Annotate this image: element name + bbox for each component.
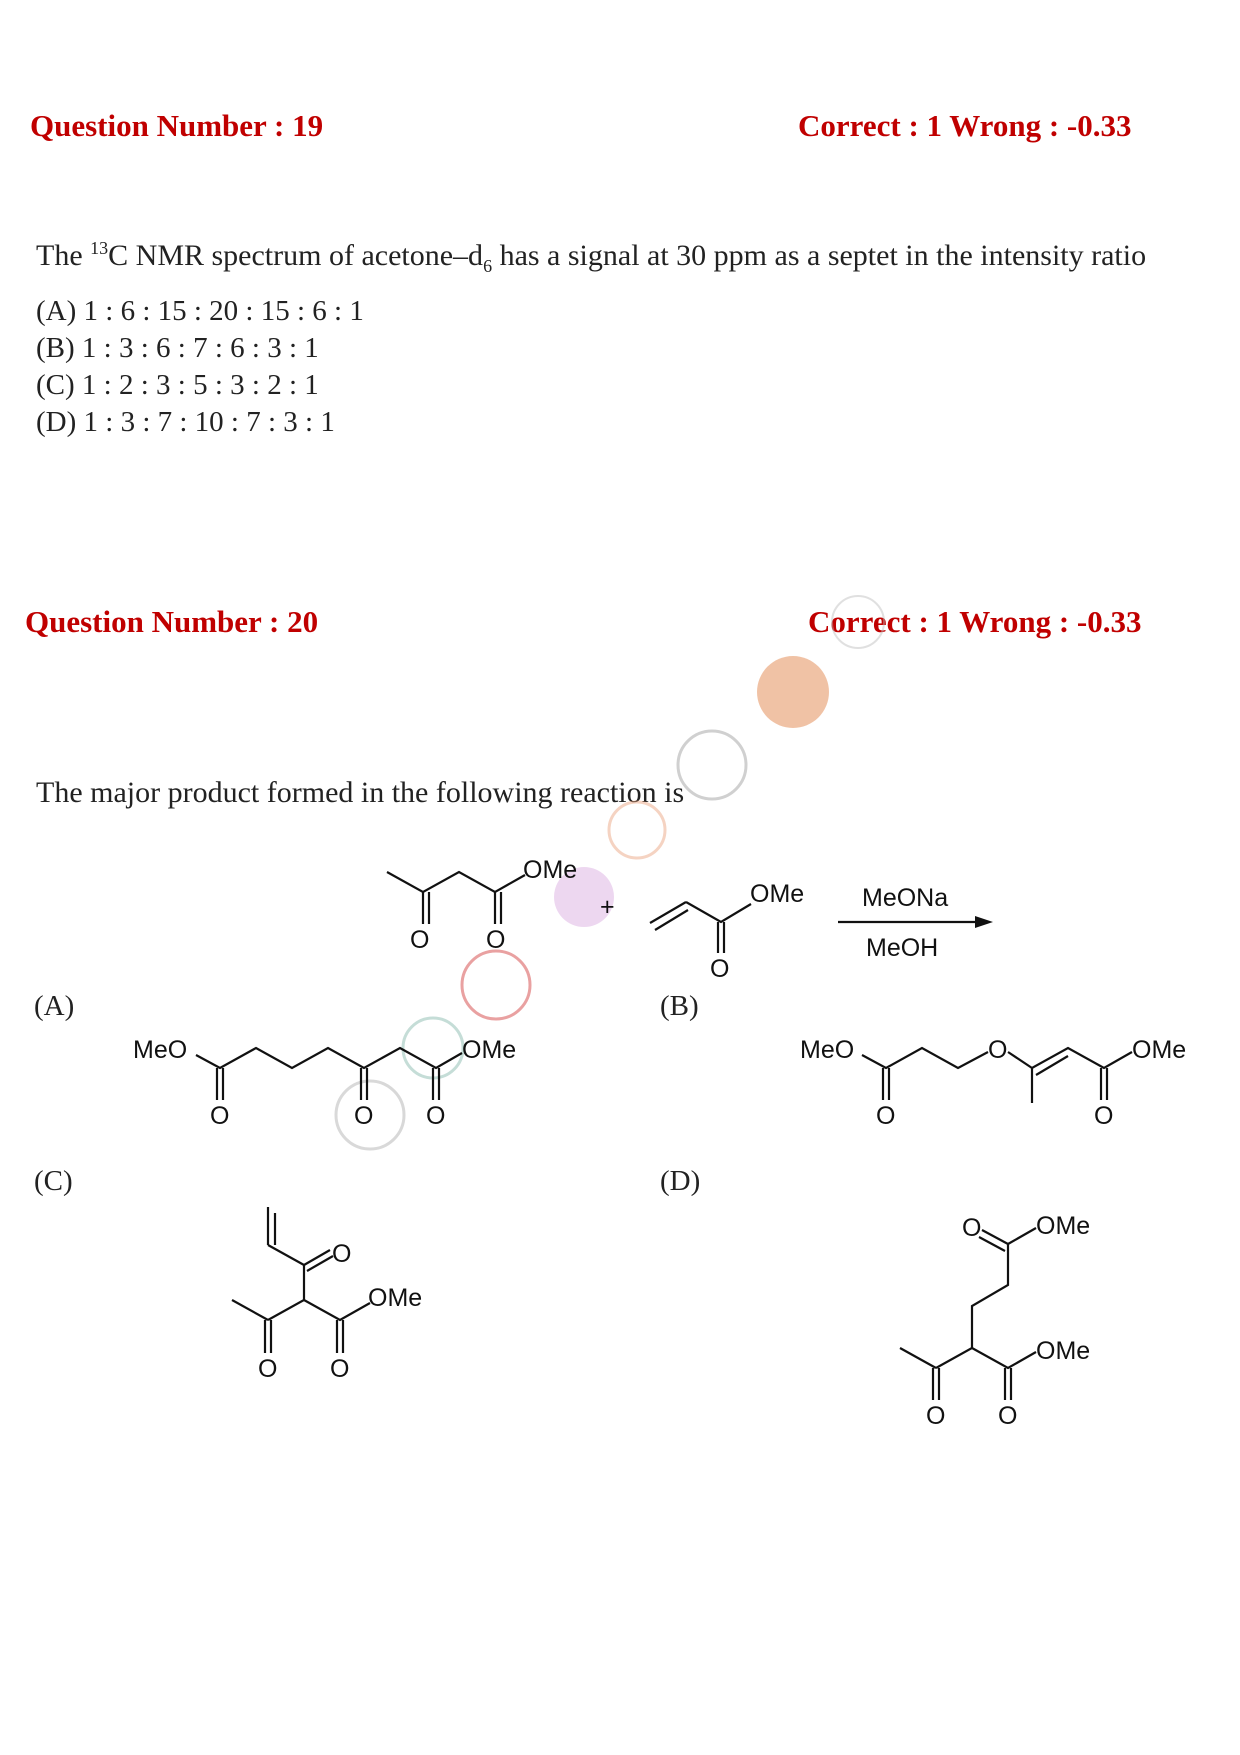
q19-option-d[interactable]: (D) 1 : 3 : 7 : 10 : 7 : 3 : 1 (36, 406, 335, 438)
atom-o: O (258, 1355, 278, 1383)
atom-o: O (354, 1102, 374, 1130)
atom-o: O (998, 1402, 1018, 1430)
atom-ome: OMe (1036, 1337, 1091, 1365)
watermark-seals (336, 596, 884, 1149)
arrow-head (975, 916, 993, 928)
q19-option-a[interactable]: (A) 1 : 6 : 15 : 20 : 15 : 6 : 1 (36, 295, 364, 327)
q19-stem-sup: 13 (90, 238, 109, 258)
q20-option-a-label[interactable]: (A) (34, 990, 75, 1022)
option-c-structure (232, 1207, 422, 1383)
atom-ome: OMe (368, 1284, 423, 1312)
atom-o: O (1094, 1102, 1114, 1130)
atom-ome: OMe (462, 1036, 517, 1064)
watermark-seal-gear (678, 731, 746, 799)
q19-stem-sub: 6 (483, 256, 493, 276)
atom-o: O (210, 1102, 230, 1130)
watermark-seal-gray-1 (832, 596, 884, 648)
q20-option-d-label[interactable]: (D) (660, 1165, 701, 1197)
q20-heading: Question Number : 20 (25, 604, 319, 639)
atom-o: O (988, 1036, 1008, 1064)
atom-o: O (876, 1102, 896, 1130)
q20-option-c-label[interactable]: (C) (34, 1165, 73, 1197)
watermark-seal-light (609, 802, 665, 858)
atom-o: O (410, 926, 430, 954)
atom-o: O (486, 926, 506, 954)
option-b-structure (800, 1036, 1186, 1130)
reagent-label: MeONa (862, 884, 949, 912)
q20-stem: The major product formed in the following reaction is (36, 776, 685, 809)
reactant-methyl-acrylate (650, 880, 804, 983)
reaction-arrow (838, 884, 993, 962)
atom-ome: OMe (750, 880, 805, 908)
atom-meo: MeO (800, 1036, 855, 1064)
q19-marks: Correct : 1 Wrong : -0.33 (798, 108, 1132, 143)
atom-o: O (926, 1402, 946, 1430)
option-d-structure (900, 1212, 1090, 1430)
plus-sign: + (600, 893, 615, 921)
watermark-seal-red (462, 951, 530, 1019)
watermark-seal-orange (757, 656, 829, 728)
atom-ome: OMe (1036, 1212, 1091, 1240)
reactant-methyl-acetoacetate (387, 856, 577, 954)
q19-stem-text-2: C NMR spectrum of acetone–d (108, 239, 484, 272)
atom-ome: OMe (523, 856, 578, 884)
option-a-structure (133, 1036, 516, 1130)
atom-o: O (710, 955, 730, 983)
q19-stem-text-3: has a signal at 30 ppm as a septet in the intensity ratio (492, 239, 1147, 272)
q20-marks: Correct : 1 Wrong : -0.33 (808, 604, 1142, 639)
q19-option-b[interactable]: (B) 1 : 3 : 6 : 7 : 6 : 3 : 1 (36, 332, 319, 364)
atom-o: O (426, 1102, 446, 1130)
atom-o: O (332, 1240, 352, 1268)
q20-option-b-label[interactable]: (B) (660, 990, 699, 1022)
q19-stem-text-1: The (36, 239, 91, 272)
q19-option-c[interactable]: (C) 1 : 2 : 3 : 5 : 3 : 2 : 1 (36, 369, 319, 401)
q19-heading: Question Number : 19 (30, 108, 324, 143)
atom-o: O (962, 1214, 982, 1242)
atom-ome: OMe (1132, 1036, 1187, 1064)
solvent-label: MeOH (866, 934, 939, 962)
atom-o: O (330, 1355, 350, 1383)
atom-meo: MeO (133, 1036, 188, 1064)
